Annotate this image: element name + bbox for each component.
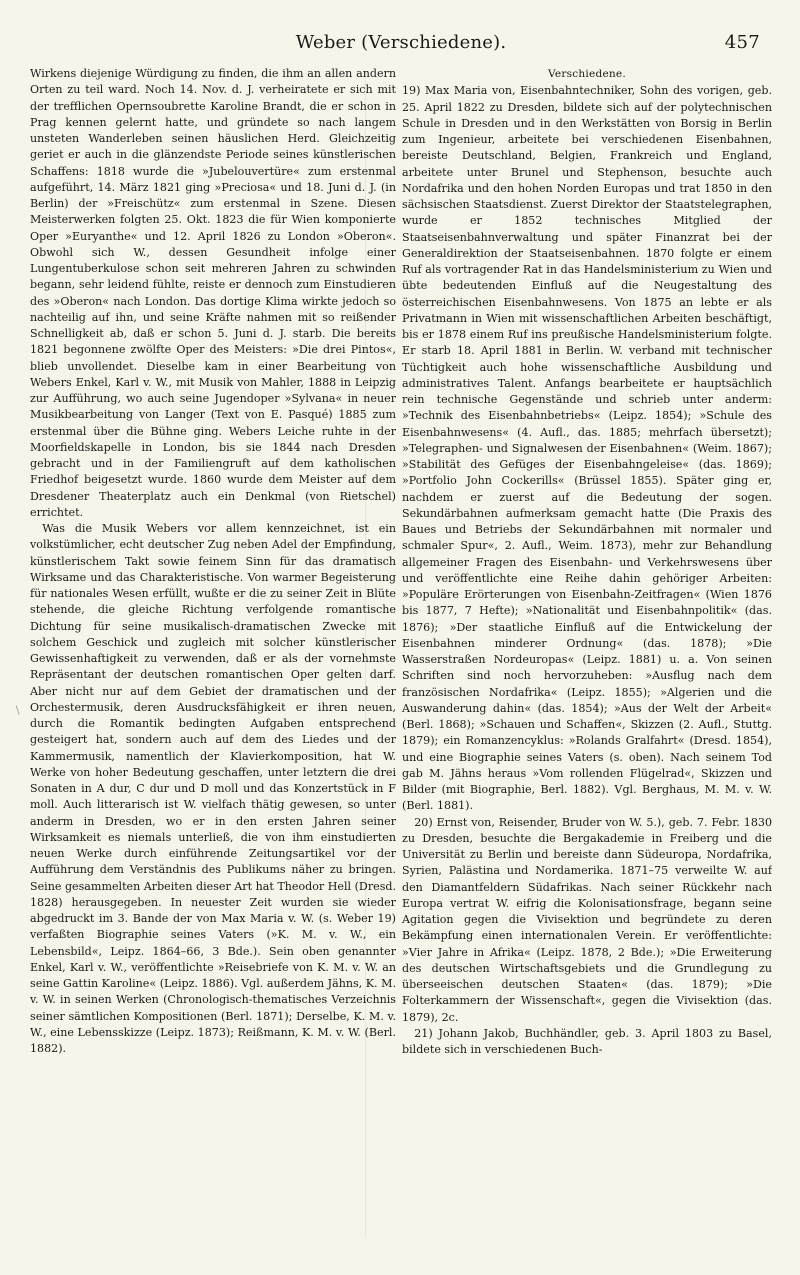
left-column xyxy=(30,66,396,1255)
right-paragraph-3: 21) Johann Jakob, Buchhändler, geb. 3. April 1803 zu Basel, bildete sich in verschiedenen Buch- xyxy=(402,1026,772,1056)
left-paragraph-1: Wirkens diejenige Würdigung zu finden, die ihm an allen andern Orten zu teil ward. Noch 14. Nov. d. J. verheiratete er sich mit der trefflichen Opernsoubrette Karoline Brandt, die er schon in Prag kennen gelernt hatte, und gründete so nach langem unsteten Wanderleben seinen häuslichen Herd. Gleichzeitig geriet er auch in die glänzendste Periode seines künstlerischen Schaffens: 1818 wurde die »Jubelouvertüre« zum erstenmal aufgeführt, 14. März 1821 ging »Preciosa« und 18. Juni d. J. (in Berlin) der »Freischütz« zum erstenmal in Szene. Diesen Meisterwerken folgten 25. Okt. 1823 die für Wien komponierte Oper »Euryanthe« und 12. April 1826 zu London »Oberon«. Obwohl sich W., dessen Gesundheit infolge einer Lungentuberkulose schon seit mehreren Jahren zu schwinden begann, sehr leidend fühlte, reiste er dennoch zum Einstudieren des »Oberon« nach London. Das dortige Klima wirkte jedoch so nachteilig auf ihn, und seine Kräfte nahmen mit so reißender Schnelligkeit ab, daß er schon 5. Juni d. J. starb. Die bereits 1821 begonnene zwölfte Oper des Meisters: »Die drei Pintos«, blieb unvollendet. Dieselbe kam in einer Bearbeitung von Webers Enkel, Karl v. W., mit Musik von Mahler, 1888 in Leipzig zur Aufführung, wo auch seine Jugendoper »Sylvana« in neuer Musikbearbeitung von Langer (Text von E. Pasqué) 1885 zum erstenmal über die Bühne ging. Webers Leiche ruhte in der Moorfieldskapelle in London, bis sie 1844 nach Dresden gebracht und in der Familiengruft auf dem katholischen Friedhof beigesetzt wurde. 1860 wurde dem Meister auf dem Dresdener Theaterplatz auch ein Denkmal (von Rietschel) errichtet. xyxy=(30,67,396,519)
left-paragraph-2: Was die Musik Webers vor allem kennzeichnet, ist ein volkstümlicher, echt deutscher Zug neben Adel der Empfindung, künstlerischem Takt sowie feinem Sinn für das dramatisch Wirksame und das Charakteristische. Von warmer Begeisterung für nationales Wesen erfüllt, wußte er die zu seiner Zeit in Blüte stehende, die gleiche Richtung verfolgende romantische Dichtung für seine musikalisch-dramatischen Zwecke mit solchem Geschick und zugleich mit solcher künstlerischer Gewissenhaftigkeit zu verwenden, daß er als der vornehmste Repräsentant der deutschen romantischen Oper gelten darf. Aber nicht nur auf dem Gebiet der dramatischen und der Orchestermusik, deren Ausdrucksfähigkeit er ihren neuen, durch die Romantik bedingten Aufgaben entsprechend gesteigert hat, sondern auch auf dem des Liedes und der Kammermusik, namentlich der Klavierkomposition, hat W. Werke von hoher Bedeutung geschaffen, unter letztern die drei Sonaten in A dur, C dur und D moll und das Konzertstück in F moll. Auch litterarisch ist W. vielfach thätig gewesen, so unter anderm in Dresden, wo er in den ersten Jahren seiner Wirksamkeit es niemals unterließ, die von ihm einstudierten neuen Werke durch einführende Zeitungsartikel vor der Aufführung dem Verständnis des Publikums näher zu bringen. Seine gesammelten Arbeiten dieser Art hat Theodor Hell (Dresd. 1828) herausgegeben. In neuester Zeit wurden sie wieder abgedruckt im 3. Bande der von Max Maria v. W. (s. Weber 19) verfaßten Biographie seines Vaters (»K. M. v. W., ein Lebensbild«, Leipz. 1864–66, 3 Bde.). Sein oben genannter Enkel, Karl v. W., veröffentlichte »Reisebriefe von K. M. v. W. an seine Gattin Karoline« (Leipz. 1886). Vgl. außerdem Jähns, K. M. v. W. in seinen Werken (Chronologisch-thematisches Verzeichnis seiner sämtlichen Kompositionen (Berl. 1871); Derselbe, K. M. v. W., eine Lebensskizze (Leipz. 1873); Reißmann, K. M. v. W. (Berl. 1882). xyxy=(30,522,396,1055)
text-columns xyxy=(30,66,772,1255)
right-paragraph-1: 19) Max Maria von, Eisenbahntechniker, Sohn des vorigen, geb. 25. April 1822 zu Dresden, bildete sich auf der polytechnischen Schule in Dresden und in den Werkstätten von Borsig in Berlin zum Ingenieur, arbeitete bei verschiedenen Eisenbahnen, bereiste Deutschland, Belgien, Frankreich und England, arbeitete unter Brunel und Stephenson, besuchte auch Nordafrika und den hohen Norden Europas und trat 1850 in den sächsischen Staatsdienst. Zuerst Direktor der Staatstelegraphen, wurde er 1852 technisches Mitglied der Staatseisenbahnverwaltung und später Finanzrat bei der Generaldirektion der Staatseisenbahnen. 1870 folgte er einem Ruf als vortragender Rat in das Handelsministerium zu Wien und übte bedeutenden Einfluß auf die Neugestaltung des österreichischen Eisenbahnwesens. Von 1875 an lebte er als Privatmann in Wien mit wissenschaftlichen Arbeiten beschäftigt, bis er 1878 einem Ruf ins preußische Handelsministerium folgte. Er starb 18. April 1881 in Berlin. W. verband mit technischer Tüchtigkeit auch hohe wissenschaftliche Ausbildung und administratives Talent. Anfangs bearbeitete er hauptsächlich rein technische Gegenstände und schrieb unter anderm: »Technik des Eisenbahnbetriebs« (Leipz. 1854); »Schule des Eisenbahnwesens« (4. Aufl., das. 1885; mehrfach übersetzt); »Telegraphen- und Signalwesen der Eisenbahnen« (Weim. 1867); »Stabilität des Gefüges der Eisenbahngeleise« (das. 1869); »Portfolio John Cockerills« (Brüssel 1855). Später ging er, nachdem er zuerst auf die Bedeutung der sogen. Sekundärbahnen aufmerksam gemacht hatte (Die Praxis des Baues und Betriebs der Sekundärbahnen mit normaler und schmaler Spur«, 2. Aufl., Weim. 1873), mehr zur Behandlung allgemeiner Fragen des Eisenbahn- und Verkehrswesens über und veröffentlichte eine Reihe dahin gehöriger Arbeiten: »Populäre Erörterungen von Eisenbahn-Zeitfragen« (Wien 1876 bis 1877, 7 Hefte); »Nationalität und Eisenbahnpolitik« (das. 1876); »Der staatliche Einfluß auf die Entwickelung der Eisenbahnen minderer Ordnung« (das. 1878); »Die Wasserstraßen Nordeuropas« (Leipz. 1881) u. a. Von seinen Schriften sind noch hervorzuheben: »Ausflug nach dem französischen Nordafrika« (Leipz. 1855); »Algerien und die Auswanderung dahin« (das. 1854); »Aus der Welt der Arbeit« (Berl. 1868); »Schauen und Schaffen«, Skizzen (2. Aufl., Stuttg. 1879); ein Romanzencyklus: »Rolands Gralfahrt« (Dresd. 1854), und eine Biographie seines Vaters (s. oben). Nach seinem Tod gab M. Jähns heraus »Vom rollenden Flügelrad«, Skizzen und Bilder (mit Biographie, Berl. 1882). Vgl. Berghaus, M. M. v. W. (Berl. 1881). xyxy=(402,84,772,813)
right-paragraph-2: 20) Ernst von, Reisender, Bruder von W. 5.), geb. 7. Febr. 1830 zu Dresden, besuchte die Bergakademie in Freiberg und die Universität zu Berlin und bereiste dann Südeuropa, Nordafrika, Syrien, Palästina und Nordamerika. 1871–75 verweilte W. auf den Diamantfeldern Südafrikas. Nach seiner Rückkehr nach Europa vertrat W. eifrig die Kolonisationsfrage, begann seine Agitation gegen die Vivisektion und begründete zu deren Bekämpfung einen internationalen Verein. Er veröffentlichte: »Vier Jahre in Afrika« (Leipz. 1878, 2 Bde.); »Die Erweiterung des deutschen Wirtschaftsgebiets und die Grundlegung zu überseeischen deutschen Staaten« (das. 1879); »Die Folterkammern der Wissenschaft«, gegen die Vivisektion (das. 1879), 2c. xyxy=(402,815,772,1024)
page-number: 457 xyxy=(724,32,760,53)
page-header xyxy=(30,28,772,64)
right-column xyxy=(402,66,772,1255)
margin-mark xyxy=(16,703,26,715)
right-section-label: Verschiedene. xyxy=(548,68,626,80)
running-head: Weber (Verschiedene). xyxy=(295,32,507,53)
